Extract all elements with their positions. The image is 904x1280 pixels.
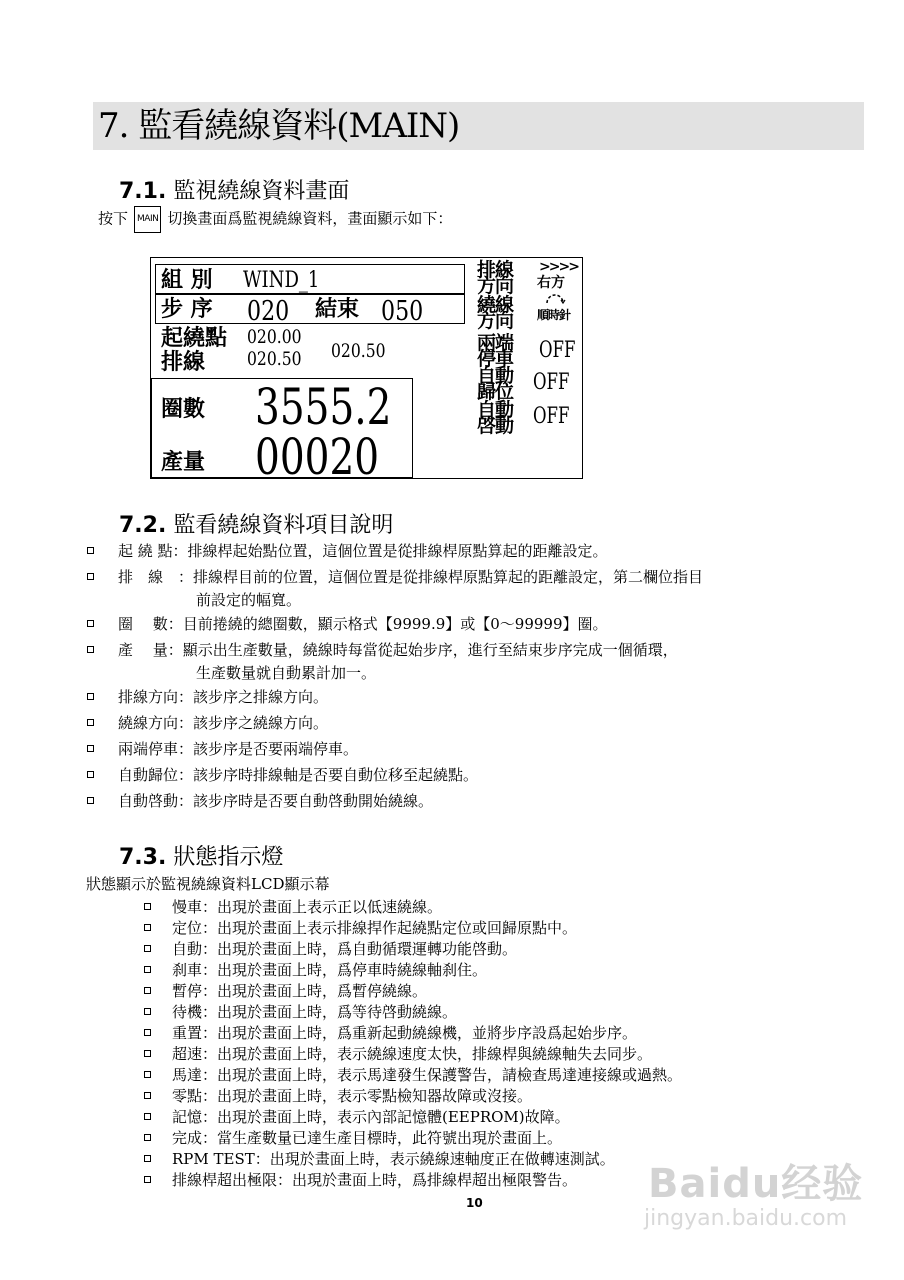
checkbox-bullet-icon (144, 1008, 151, 1015)
section-7-2-heading (119, 512, 393, 540)
watermark-url: jingyan.baidu.com (644, 1206, 848, 1231)
list-item: 排線方向：該步序之排線方向。 (118, 688, 329, 706)
section-7-3-heading (119, 844, 283, 872)
checkbox-bullet-icon (87, 797, 94, 804)
list-item-continuation: 前設定的幅寬。 (196, 591, 302, 609)
section-title: 狀態指示燈 (173, 845, 284, 870)
checkbox-bullet-icon (144, 966, 151, 973)
intro-text-after: 切換畫面爲監視繞線資料，畫面顯示如下： (167, 209, 453, 228)
checkbox-bullet-icon (87, 547, 94, 554)
checkbox-bullet-icon (144, 1134, 151, 1141)
checkbox-bullet-icon (87, 719, 94, 726)
checkbox-bullet-icon (144, 987, 151, 994)
list-item: 暫停：出現於畫面上時，爲暫停繞線。 (172, 982, 428, 1000)
section-title: 監視繞線資料畫面 (173, 179, 350, 204)
section-number: 7.1. (119, 179, 167, 204)
list-item: 重置：出現於畫面上時，爲重新起動繞線機，並將步序設爲起始步序。 (172, 1024, 638, 1042)
checkbox-bullet-icon (144, 1113, 151, 1120)
section-7-1-heading (119, 178, 349, 206)
list-item: 刹車：出現於畫面上時，爲停車時繞線軸刹住。 (172, 961, 488, 979)
lcd-auto-start-value: OFF (533, 404, 570, 429)
checkbox-bullet-icon (144, 1092, 151, 1099)
lcd-traverse-direction-label: 排線方向 (477, 259, 514, 297)
list-item: 記憶：出現於畫面上時，表示內部記憶體(EEPROM)故障。 (172, 1108, 570, 1126)
lcd-winding-direction-label: 繞線方向 (477, 294, 514, 332)
lcd-traverse-label: 排線 (161, 349, 206, 375)
intro-text-before: 按下 (98, 209, 129, 228)
checkbox-bullet-icon (87, 693, 94, 700)
checkbox-bullet-icon (87, 573, 94, 580)
lcd-traverse-direction-value: 右方 (537, 275, 565, 291)
checkbox-bullet-icon (144, 924, 151, 931)
lcd-auto-start-label: 自動啓動 (477, 399, 514, 437)
section-7-3-intro: 狀態顯示於監視繞線資料LCD顯示幕 (86, 875, 330, 893)
lcd-winding-direction-value: 順時針 (537, 308, 571, 322)
list-item: 定位：出現於畫面上表示排線捍作起繞點定位或回歸原點中。 (172, 919, 578, 937)
lcd-group-label: 組 別 (161, 267, 213, 293)
checkbox-bullet-icon (87, 620, 94, 627)
list-item-continuation: 生產數量就自動累計加一。 (196, 664, 377, 682)
list-item: 超速：出現於畫面上時，表示繞線速度太快，排線桿與繞線軸失去同步。 (172, 1045, 653, 1063)
clockwise-arc-icon (544, 292, 566, 304)
checkbox-bullet-icon (144, 1071, 151, 1078)
lcd-group-value: WIND_1 (243, 268, 320, 293)
lcd-output-label: 產量 (161, 449, 206, 475)
list-item: 排線桿超出極限：出現於畫面上時，爲排線桿超出極限警告。 (172, 1171, 578, 1189)
list-item: 起 繞 點：排線桿起始點位置，這個位置是從排線桿原點算起的距離設定。 (118, 542, 608, 560)
checkbox-bullet-icon (144, 1029, 151, 1036)
list-item: 自動：出現於畫面上時，爲自動循環運轉功能啓動。 (172, 940, 518, 958)
lcd-screen-figure (150, 257, 583, 486)
list-item: RPM TEST：出現於畫面上時，表示繞線速軸度正在做轉速測試。 (172, 1150, 615, 1168)
list-item: 完成：當生產數量已達生產目標時，此符號出現於畫面上。 (172, 1129, 563, 1147)
lcd-traverse-value: 020.50 (247, 348, 302, 370)
lcd-auto-return-value: OFF (533, 370, 570, 395)
list-item: 排 線 ：排線桿目前的位置，這個位置是從排線桿原點算起的距離設定，第二欄位指目 (118, 568, 704, 586)
main-key-icon: MAIN (134, 206, 161, 233)
list-item: 繞線方向：該步序之繞線方向。 (118, 714, 329, 732)
lcd-end-stop-label: 兩端停車 (477, 332, 514, 370)
list-item: 產 量：顯示出生產數量，繞線時每當從起始步序，進行至結束步序完成一個循環， (118, 641, 678, 659)
chapter-title: 7. 監看繞線資料(MAIN) (98, 106, 460, 146)
list-item: 待機：出現於畫面上時，爲等待啓動繞線。 (172, 1003, 458, 1021)
list-item: 慢車：出現於畫面上表示正以低速繞線。 (172, 898, 443, 916)
checkbox-bullet-icon (87, 771, 94, 778)
lcd-auto-return-label: 自動歸位 (477, 365, 514, 403)
lcd-end-label: 結束 (315, 296, 360, 322)
checkbox-bullet-icon (144, 1155, 151, 1162)
list-item: 兩端停車：該步序是否要兩端停車。 (118, 740, 359, 758)
lcd-direction-arrows-icon: >>>> (539, 259, 578, 275)
list-item: 圈 數：目前捲繞的總圈數，顯示格式【9999.9】或【0～99999】圈。 (118, 615, 608, 633)
lcd-output-value: 00020 (255, 428, 380, 486)
section-number: 7.2. (119, 513, 167, 538)
lcd-turns-label: 圈數 (161, 396, 206, 422)
checkbox-bullet-icon (87, 646, 94, 653)
checkbox-bullet-icon (144, 903, 151, 910)
lcd-turns-value: 3555.2 (255, 378, 392, 436)
lcd-end-stop-value: OFF (539, 338, 576, 363)
checkbox-bullet-icon (87, 745, 94, 752)
checkbox-bullet-icon (144, 1050, 151, 1057)
section-number: 7.3. (119, 845, 167, 870)
section-title: 監看繞線資料項目說明 (173, 513, 394, 538)
list-item: 自動啓動：該步序時是否要自動啓動開始繞線。 (118, 792, 434, 810)
checkbox-bullet-icon (144, 1176, 151, 1183)
section-7-1-intro (98, 206, 452, 233)
lcd-start-label: 起繞點 (161, 325, 228, 351)
watermark-logo: Baidu经验 (648, 1161, 864, 1207)
lcd-end-value: 050 (381, 296, 424, 327)
lcd-step-label: 步 序 (161, 296, 213, 322)
list-item: 零點：出現於畫面上時，表示零點檢知器故障或沒接。 (172, 1087, 533, 1105)
list-item: 自動歸位：該步序時排線軸是否要自動位移至起繞點。 (118, 766, 479, 784)
checkbox-bullet-icon (144, 945, 151, 952)
list-item: 馬達：出現於畫面上時，表示馬達發生保護警告，請檢查馬達連接線或過熱。 (172, 1066, 683, 1084)
lcd-traverse-width-value: 020.50 (331, 340, 386, 362)
lcd-start-value: 020.00 (247, 326, 302, 348)
lcd-step-value: 020 (247, 296, 290, 327)
page-number: 10 (466, 1196, 483, 1210)
